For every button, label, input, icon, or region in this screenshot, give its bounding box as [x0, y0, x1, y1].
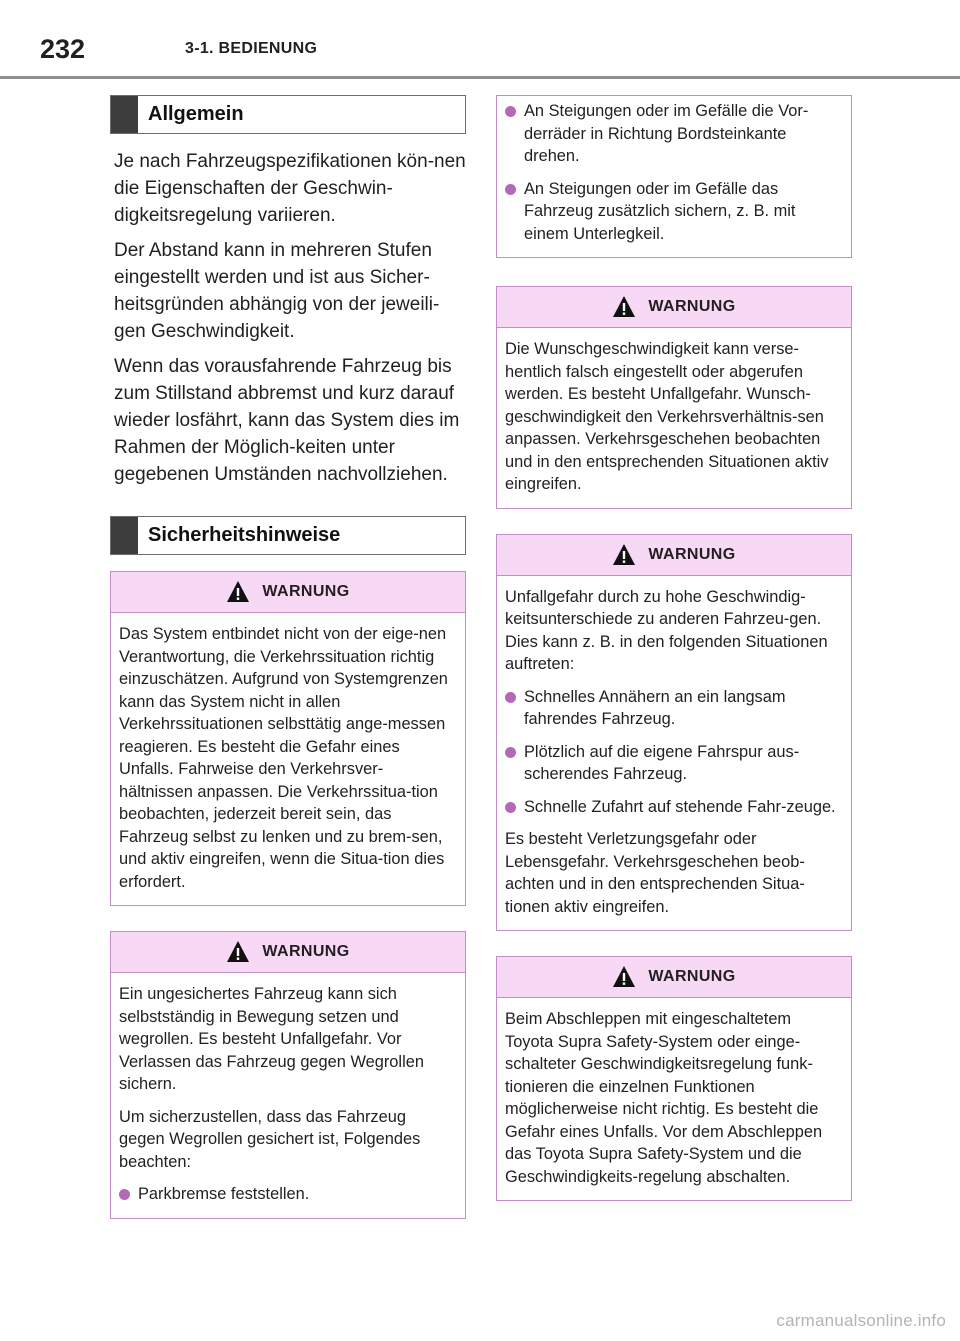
list-item-text: Schnelle Zufahrt auf stehende Fahr-zeuge. [524, 797, 836, 816]
header-rule [0, 76, 960, 79]
warning-continuation [496, 95, 852, 258]
bullet-icon [505, 692, 516, 703]
warning-triangle-icon [612, 965, 636, 989]
page-number: 232 [40, 34, 86, 64]
right-column [496, 95, 852, 1226]
watermark: carmanualsonline.info [776, 1311, 946, 1330]
warning-text: Um sicherzustellen, dass das Fahrzeug gegen Wegrollen gesichert ist, Folgendes beachten: [119, 1107, 421, 1171]
warning-text: Beim Abschleppen mit eingeschaltetem Toyota Supra Safety-System oder einge-schalteter Geschwindigkeitsregelung funk-tionieren die einzelnen Funktionen möglicherweise nicht richtig. Es besteht die Gefahr eines Unfalls. Vor dem Abschleppen das Toyota Supra Safety-System und die Geschwindigkeits-regelung abschalten. [505, 1010, 823, 1186]
warning-body [111, 973, 465, 1218]
bullet-icon [505, 802, 516, 813]
section-bar [111, 517, 138, 554]
section-heading-general [110, 95, 466, 134]
warning-header [111, 572, 465, 613]
section-title: Sicherheitshinweise [148, 524, 341, 546]
warning-text: Die Wunschgeschwindigkeit kann verse-hentlich falsch eingestellt oder abgerufen werden. Es besteht Unfallgefahr. Wunsch-geschwindigkeit den Verkehrsverhältnis-sen anpassen. Verkehrsgeschehen beobachten und in den entsprechenden Situationen aktiv eingreifen. [505, 340, 829, 493]
warning-body [497, 328, 851, 508]
warning-text: Ein ungesichertes Fahrzeug kann sich selbstständig in Bewegung setzen und wegrollen. Es besteht Unfallgefahr. Vor Verlassen das Fahrzeug gegen Wegrollen sichern. [119, 985, 424, 1093]
left-column [110, 95, 466, 1244]
warning-box [110, 931, 466, 1219]
warning-title: WARNUNG [262, 943, 350, 960]
warning-triangle-icon [226, 580, 250, 604]
warning-title: WARNUNG [648, 968, 736, 985]
warning-box [496, 534, 852, 932]
list-item [505, 100, 839, 168]
warning-triangle-icon [612, 543, 636, 567]
body-paragraph: Wenn das vorausfahrende Fahrzeug bis zum Stillstand abbremst und kurz darauf wieder losfährt, kann das System dies im Rahmen der Möglich-keiten unter gegebenen Umständen nachvollziehen. [114, 356, 460, 485]
bullet-icon [505, 106, 516, 117]
warning-body [497, 576, 851, 931]
warning-header [497, 535, 851, 576]
warning-title: WARNUNG [262, 583, 350, 600]
warning-header [497, 957, 851, 998]
body-paragraph: Der Abstand kann in mehreren Stufen eingestellt werden und ist aus Sicher-heitsgründen abhängig von der jeweili-gen Geschwindigkeit. [114, 240, 440, 342]
list-item [505, 686, 839, 731]
list-item-text: Schnelles Annähern an ein langsam fahrendes Fahrzeug. [524, 687, 786, 728]
list-item-text: Plötzlich auf die eigene Fahrspur aus-scherendes Fahrzeug. [524, 742, 800, 783]
warning-triangle-icon [226, 940, 250, 964]
warning-body [497, 96, 851, 257]
section-bar [111, 96, 138, 133]
warning-text: Es besteht Verletzungsgefahr oder Lebensgefahr. Verkehrsgeschehen beob-achten und in den entsprechenden Situa-tionen aktiv eingreifen. [505, 830, 805, 916]
warning-box [496, 286, 852, 509]
list-item [505, 741, 839, 786]
warning-title: WARNUNG [648, 545, 736, 563]
bullet-icon [119, 1189, 130, 1200]
bullet-icon [505, 184, 516, 195]
section-heading-safety [110, 516, 466, 555]
bullet-icon [505, 747, 516, 758]
warning-box [496, 956, 852, 1201]
warning-text: Unfallgefahr durch zu hohe Geschwindig-keitsunterschiede zu anderen Fahrzeu-gen. Dies kann z. B. in den folgenden Situationen auftreten: [505, 587, 828, 673]
body-paragraph: Je nach Fahrzeugspezifikationen kön-nen die Eigenschaften der Geschwin-digkeitsregelung variieren. [114, 151, 466, 226]
warning-body [497, 998, 851, 1200]
list-item [505, 178, 839, 246]
warning-title: WARNUNG [648, 298, 736, 315]
section-title: Allgemein [148, 103, 244, 125]
list-item-text: An Steigungen oder im Gefälle die Vor-derräder in Richtung Bordsteinkante drehen. [524, 102, 809, 165]
warning-body [111, 613, 465, 905]
list-item-text: Parkbremse feststellen. [138, 1185, 310, 1203]
list-item-text: An Steigungen oder im Gefälle das Fahrzeug zusätzlich sichern, z. B. mit einem Unterlegkeil. [524, 179, 796, 243]
warning-header [111, 932, 465, 973]
warning-box [110, 571, 466, 906]
chapter-title: 3-1. BEDIENUNG [185, 40, 318, 57]
warning-triangle-icon [612, 295, 636, 319]
warning-header [497, 287, 851, 328]
list-item [119, 1183, 453, 1206]
warning-text: Das System entbindet nicht von der eige-nen Verantwortung, die Verkehrssituation richtig einzuschätzen. Aufgrund von Systemgrenzen kann das System nicht in allen Verkehrssituationen selbsttätig ange-messen reagieren. Es besteht die Gefahr eines Unfalls. Fahrweise den Verkehrsver-hältnissen anpassen. Die Verkehrssitua-tion beobachten, jederzeit bereit sein, das Fahrzeug selbst zu lenken und zu brem-sen, und aktiv eingreifen, wenn die Situa-tion dies erfordert. [119, 625, 448, 891]
list-item [505, 796, 839, 819]
